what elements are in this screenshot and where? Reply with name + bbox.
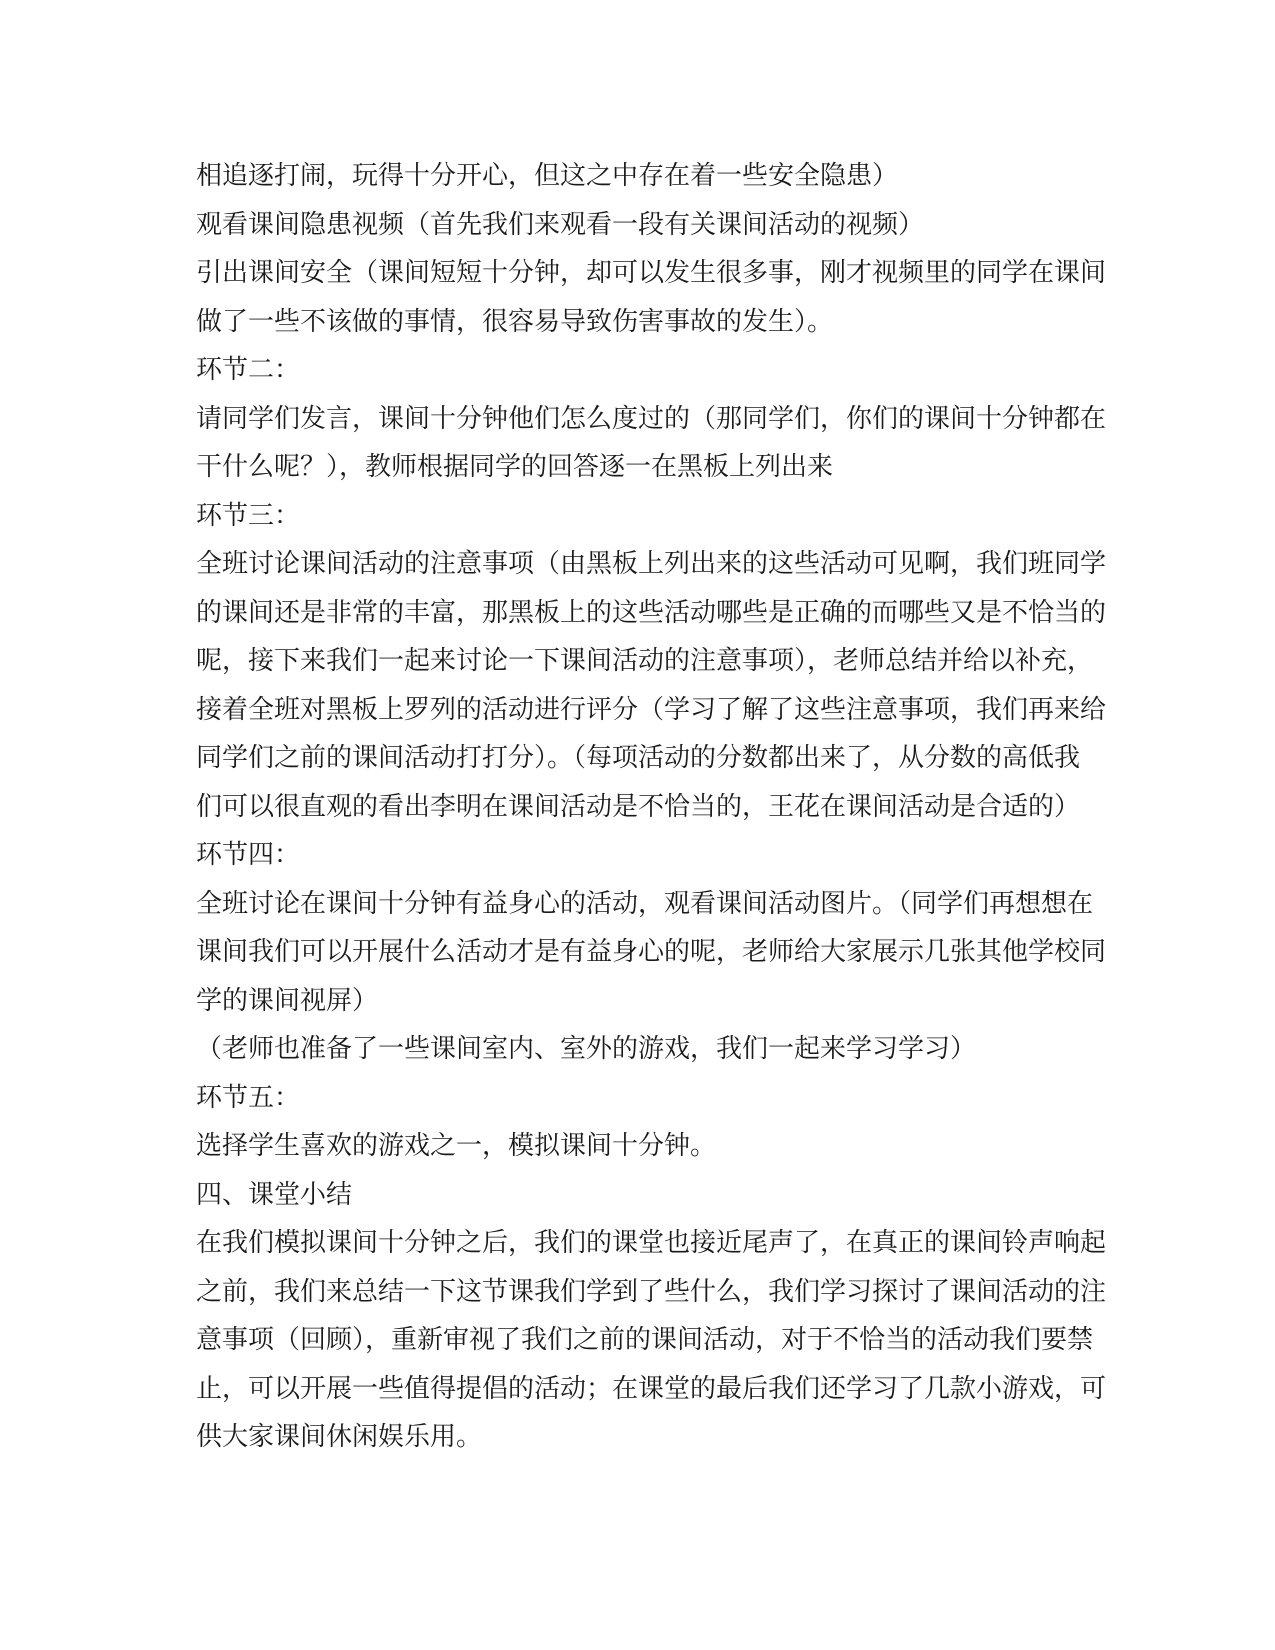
text-line: 引出课间安全（课间短短十分钟，却可以发生很多事，刚才视频里的同学在课间 bbox=[196, 258, 1107, 288]
text-line: 之前，我们来总结一下这节课我们学到了些什么，我们学习探讨了课间活动的注 bbox=[196, 1276, 1107, 1307]
text-line: 观看课间隐患视频（首先我们来观看一段有关课间活动的视频） bbox=[196, 209, 925, 240]
text-line: 课间我们可以开展什么活动才是有益身心的呢，老师给大家展示几张其他学校同 bbox=[196, 937, 1107, 967]
body-text bbox=[196, 152, 1107, 1462]
text-line: 供大家课间休闲娱乐用。 bbox=[196, 1422, 483, 1452]
text-line: 接着全班对黑板上罗列的活动进行评分（学习了解了这些注意事项，我们再来给 bbox=[196, 694, 1107, 725]
text-line: 四、课堂小结 bbox=[196, 1179, 353, 1210]
text-line: 环节四： bbox=[196, 840, 301, 870]
text-line: 环节五： bbox=[196, 1082, 301, 1113]
text-line: 选择学生喜欢的游戏之一，模拟课间十分钟。 bbox=[196, 1131, 717, 1161]
text-line: 干什么呢？），教师根据同学的回答逐一在黑板上列出来 bbox=[196, 452, 834, 482]
text-line: 呢，接下来我们一起来讨论一下课间活动的注意事项），老师总结并给以补充， bbox=[196, 646, 1094, 676]
text-line: （老师也准备了一些课间室内、室外的游戏，我们一起来学习学习） bbox=[196, 1034, 977, 1064]
text-line: 全班讨论在课间十分钟有益身心的活动，观看课间活动图片。（同学们再想想在 bbox=[196, 888, 1094, 919]
text-line: 们可以很直观的看出李明在课间活动是不恰当的，王花在课间活动是合适的） bbox=[196, 791, 1081, 822]
text-line: 意事项（回顾），重新审视了我们之前的课间活动，对于不恰当的活动我们要禁 bbox=[196, 1325, 1094, 1355]
text-line: 止，可以开展一些值得提倡的活动；在课堂的最后我们还学习了几款小游戏，可 bbox=[196, 1373, 1107, 1404]
text-line: 环节三： bbox=[196, 500, 301, 531]
text-line: 全班讨论课间活动的注意事项（由黑板上列出来的这些活动可见啊，我们班同学 bbox=[196, 549, 1107, 579]
text-line: 学的课间视屏） bbox=[196, 985, 379, 1016]
text-line: 环节二： bbox=[196, 355, 301, 385]
text-line: 的课间还是非常的丰富，那黑板上的这些活动哪些是正确的而哪些又是不恰当的 bbox=[196, 597, 1107, 628]
text-line: 在我们模拟课间十分钟之后，我们的课堂也接近尾声了，在真正的课间铃声响起 bbox=[196, 1228, 1107, 1258]
text-line: 做了一些不该做的事情，很容易导致伤害事故的发生）。 bbox=[196, 306, 834, 337]
text-line: 同学们之前的课间活动打打分）。（每项活动的分数都出来了，从分数的高低我 bbox=[196, 743, 1081, 773]
text-line: 请同学们发言，课间十分钟他们怎么度过的（那同学们，你们的课间十分钟都在 bbox=[196, 403, 1107, 434]
text-line: 相追逐打闹，玩得十分开心，但这之中存在着一些安全隐患） bbox=[196, 161, 899, 191]
